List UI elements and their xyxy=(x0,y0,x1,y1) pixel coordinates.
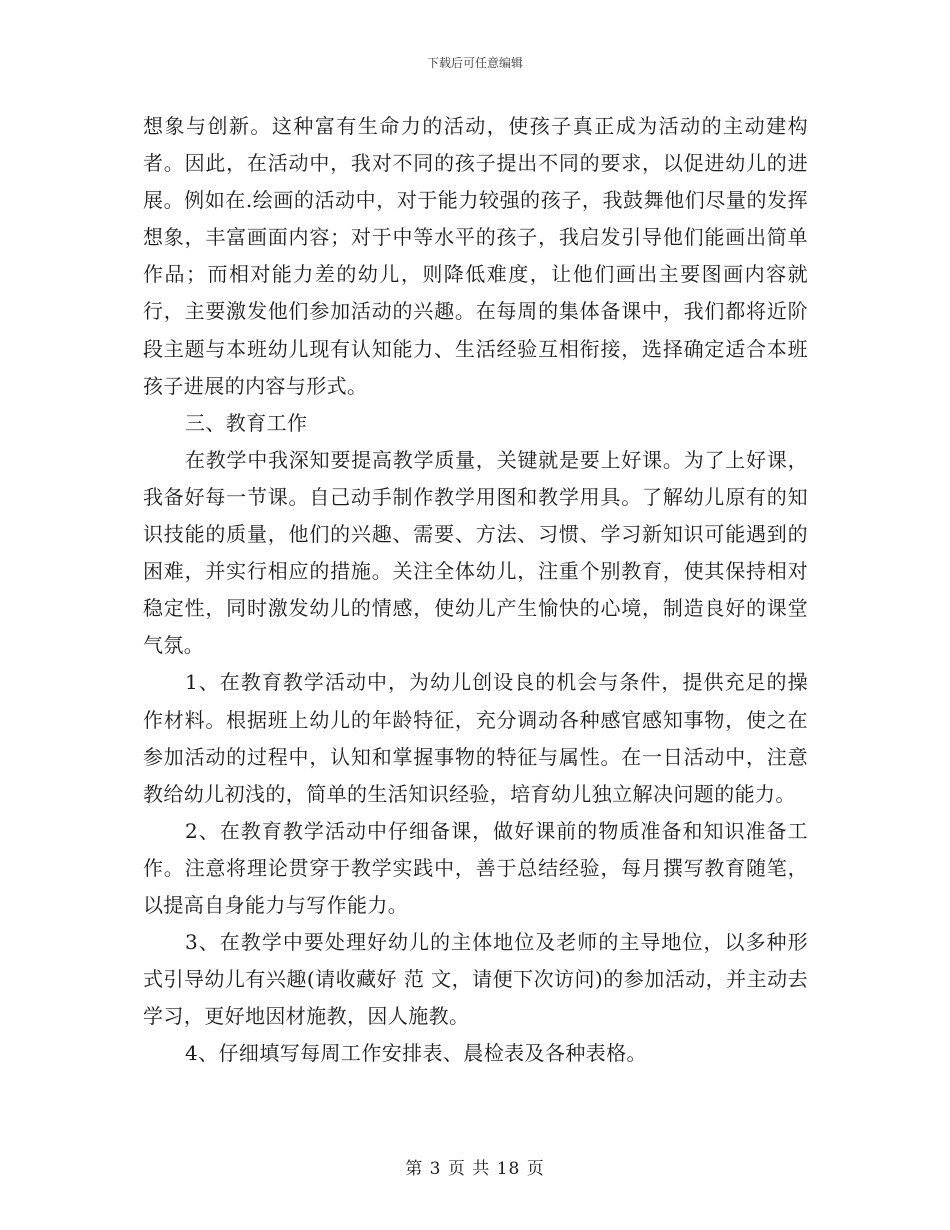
paragraph-continuation: 想象与创新。这种富有生命力的活动，使孩子真正成为活动的主动建构者。因此，在活动中，我对不同的孩子提出不同的要求，以促进幼儿的进展。例如在.绘画的活动中，对于能力较强的孩子，我鼓舞他们尽量的发挥想象，丰富画面内容；对于中等水平的孩子，我启发引导他们能画出简单作品；而相对能力差的幼儿，则降低难度，让他们画出主要图画内容就行，主要激发他们参加活动的兴趣。在每周的集体备课中，我们都将近阶段主题与本班幼儿现有认知能力、生活经验互相衔接，选择确定适合本班孩子进展的内容与形式。 xyxy=(143,114,808,398)
page-footer: 第 3 页 共 18 页 xyxy=(405,1159,545,1179)
paragraph-teaching-quality: 在教学中我深知要提高教学质量，关键就是要上好课。为了上好课，我备好每一节课。自己动手制作教学用图和教学用具。了解幼儿原有的知识技能的质量，他们的兴趣、需要、方法、习惯、学习新知识可能遇到的困难，并实行相应的措施。关注全体幼儿，注重个别教育，使其保持相对稳定性，同时激发幼儿的情感，使幼儿产生愉快的心境，制造良好的课堂气氛。 xyxy=(143,447,808,658)
paragraph-item-2: 2、在教育教学活动中仔细备课，做好课前的物质准备和知识准备工作。注意将理论贯穿于教学实践中，善于总结经验，每月撰写教育随笔，以提高自身能力与写作能力。 xyxy=(143,818,808,917)
section-heading-education: 三、教育工作 xyxy=(185,410,308,435)
paragraph-item-4: 4、仔细填写每周工作安排表、晨检表及各种表格。 xyxy=(185,1041,647,1066)
paragraph-item-1: 1、在教育教学活动中，为幼儿创设良的机会与条件，提供充足的操作材料。根据班上幼儿的年龄特征，充分调动各种感官感知事物，使之在参加活动的过程中，认知和掌握事物的特征与属性。在一日活动中，注意教给幼儿初浅的，简单的生活知识经验，培育幼儿独立解决问题的能力。 xyxy=(143,670,808,806)
document-body xyxy=(143,108,808,1072)
page-header: 下载后可任意编辑 xyxy=(426,56,523,70)
paragraph-item-3: 3、在教学中要处理好幼儿的主体地位及老师的主导地位，以多种形式引导幼儿有兴趣(请收藏好 范 文，请便下次访问)的参加活动，并主动去学习，更好地因材施教，因人施教。 xyxy=(143,930,808,1029)
